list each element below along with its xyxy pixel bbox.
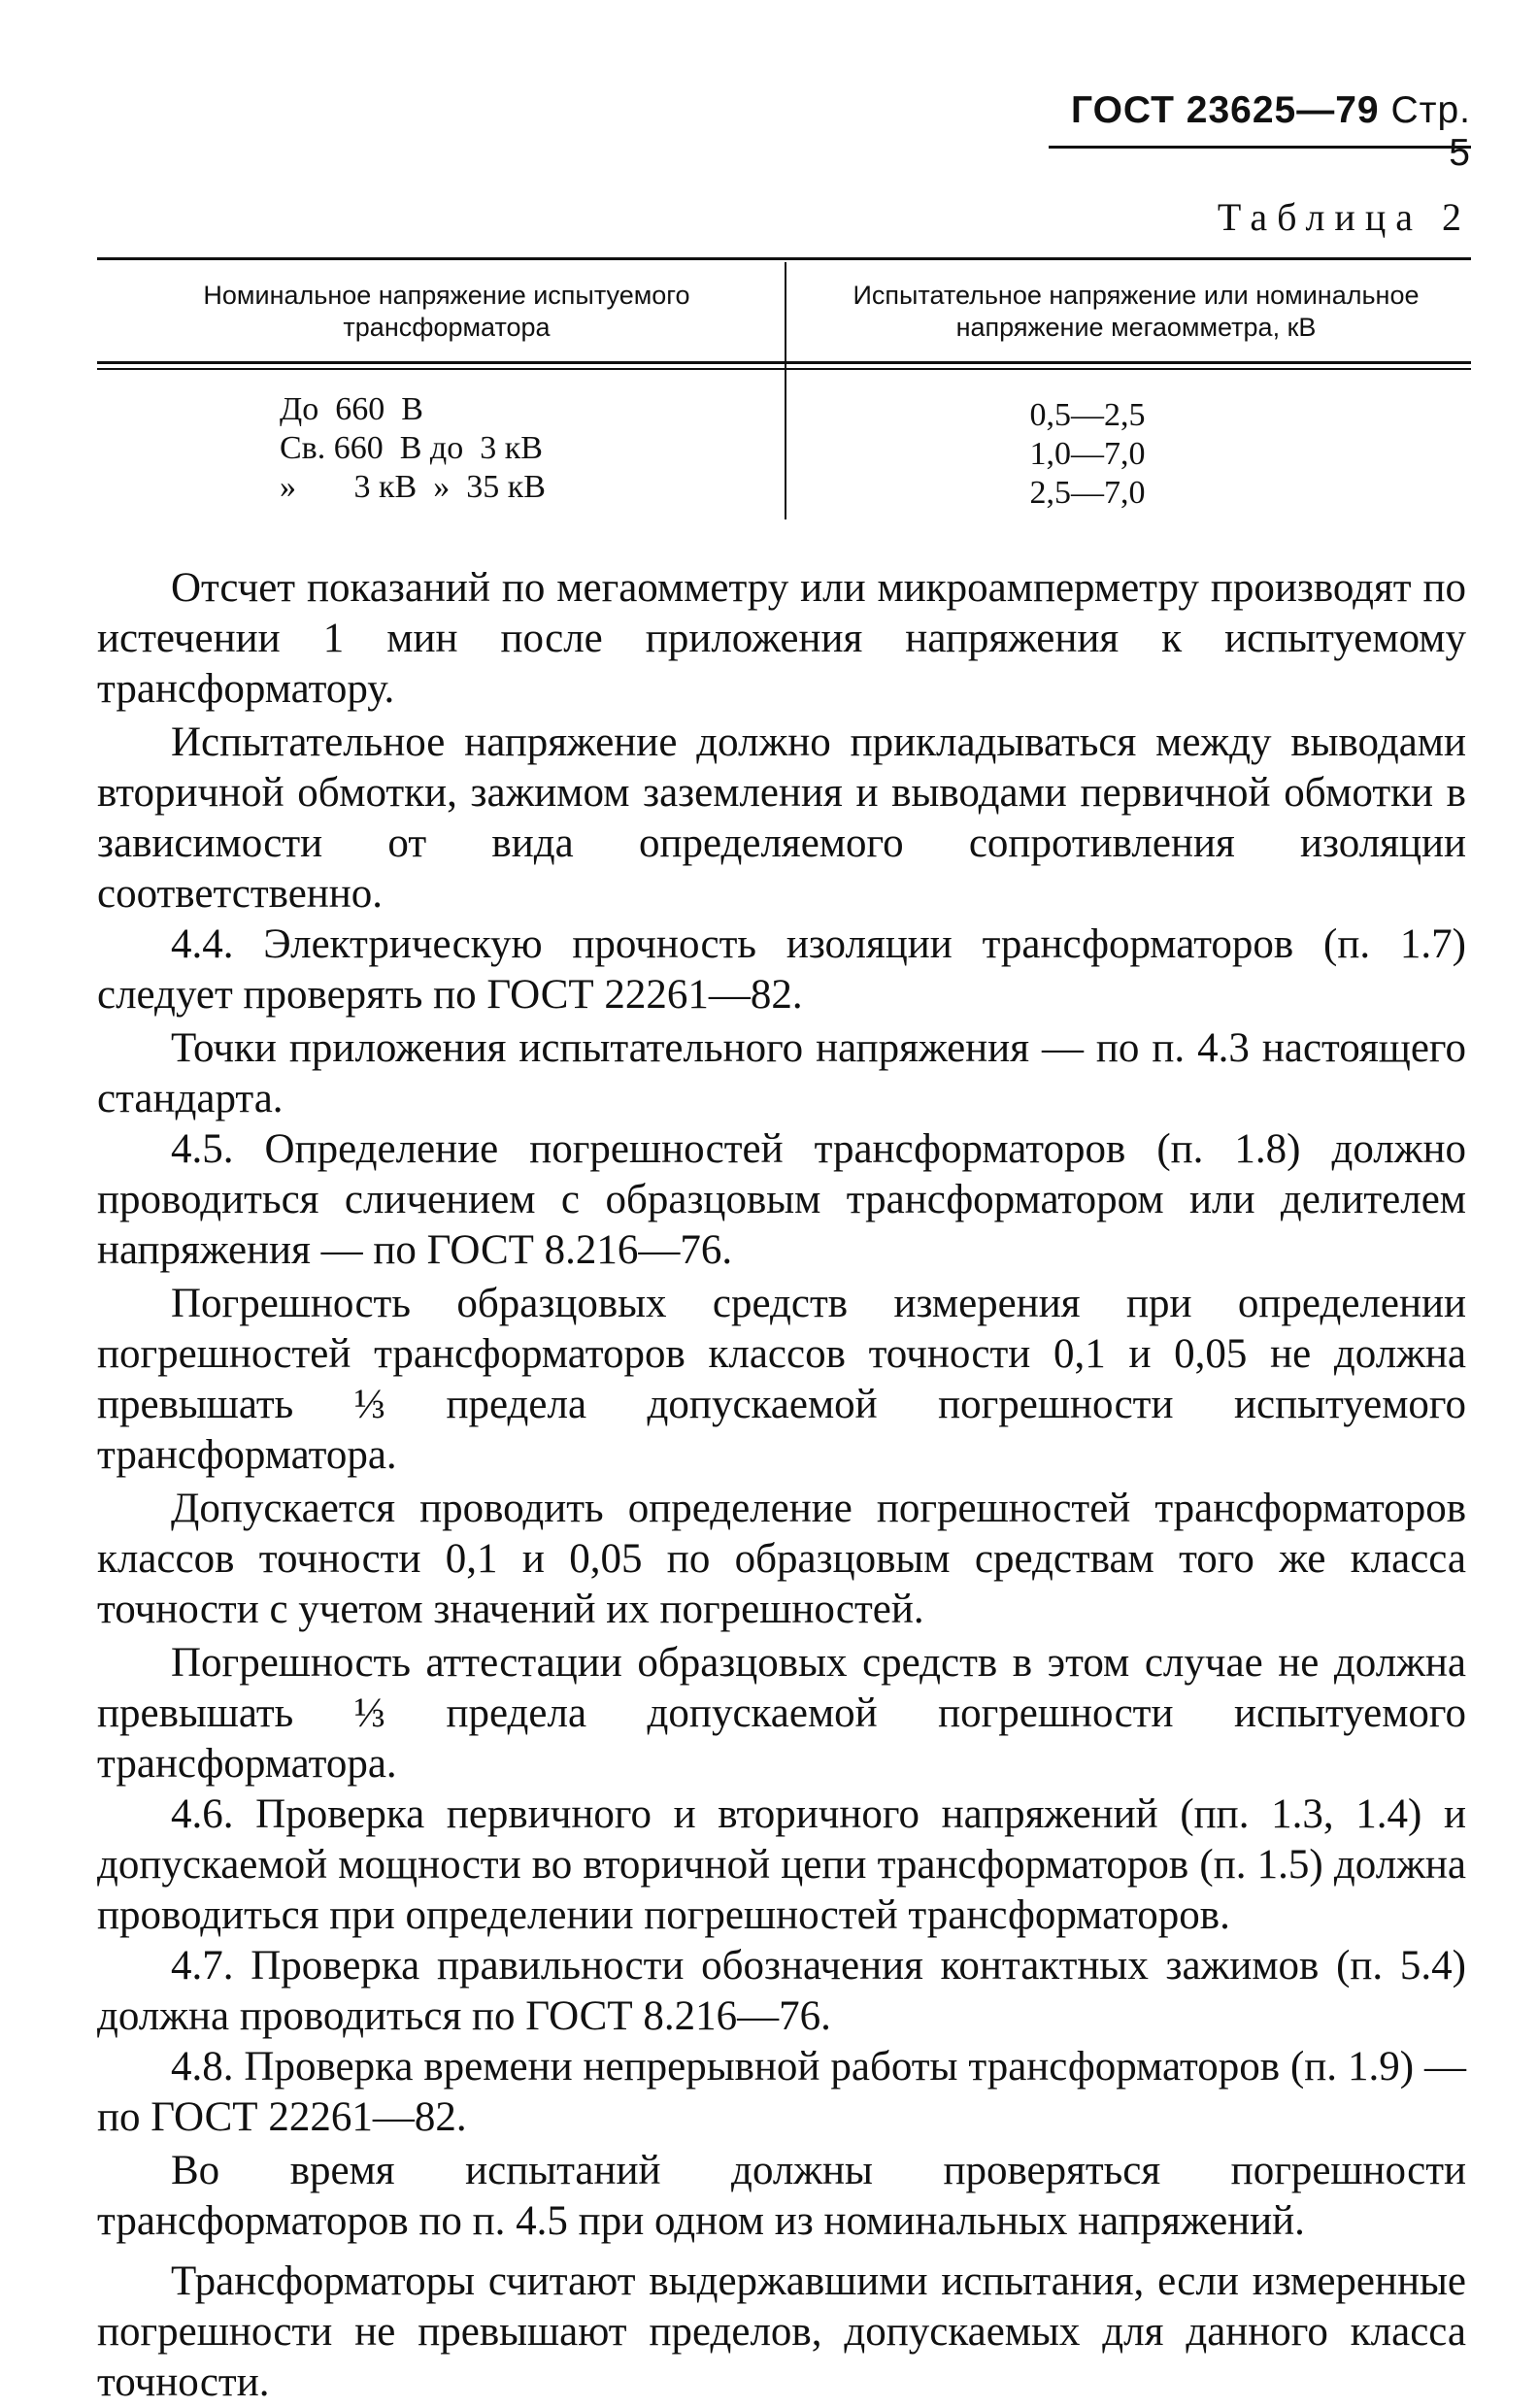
paragraph: 4.7. Проверка правильности обозначения контактных зажимов (п. 5.4) должна проводиться по ГОСТ 8.216—76.	[97, 1943, 1466, 2039]
table-header-rule-double	[97, 368, 1471, 370]
paragraph: 4.6. Проверка первичного и вторичного напряжений (пп. 1.3, 1.4) и допускаемой мощности во вторичной цепи трансформаторов (п. 1.5) должна проводиться при определении погрешностей трансформаторов.	[97, 1791, 1466, 1938]
paragraph: Допускается проводить определение погрешностей трансформаторов классов точности 0,1 и 0,05 по образцовым средствам того же класса точности с учетом значений их погрешностей.	[97, 1486, 1466, 1632]
table-row-value: 2,5—7,0	[1029, 475, 1146, 511]
table-row-value: 0,5—2,5	[1029, 397, 1146, 433]
table-top-rule	[97, 257, 1471, 260]
table-column-header-test-voltage: Испытательное напряжение или номинальное напряжение мегаомметра, кВ	[853, 281, 1420, 342]
table-caption: Таблица 2	[1217, 195, 1471, 239]
table-row-label: » 3 кВ » 35 кВ	[280, 469, 546, 505]
paragraph: Точки приложения испытательного напряжения — по п. 4.3 настоящего стандарта.	[97, 1025, 1466, 1121]
paragraph: Во время испытаний должны проверяться погрешности трансформаторов по п. 4.5 при одном из номинальных напряжений.	[97, 2148, 1466, 2244]
paragraph: Погрешность образцовых средств измерения при определении погрешностей трансформаторов классов точности 0,1 и 0,05 не должна превышать ⅓ предела допускаемой погрешности испытуемого трансформатора.	[97, 1281, 1466, 1478]
paragraph: Трансформаторы считают выдержавшими испытания, если измеренные погрешности не превышают пределов, допускаемых для данного класса точности.	[97, 2258, 1466, 2405]
paragraph: 4.8. Проверка времени непрерывной работы трансформаторов (п. 1.9) — по ГОСТ 22261—82.	[97, 2044, 1466, 2140]
table-row-value: 1,0—7,0	[1029, 436, 1146, 472]
body-text	[97, 563, 1466, 2408]
table-header-rule	[97, 361, 1471, 364]
table-row-label: До 660 В	[280, 391, 423, 427]
paragraph: Испытательное напряжение должно прикладываться между выводами вторичной обмотки, зажимом заземления и выводами первичной обмотки в зависимости от вида определяемого сопротивления изоляции соответственно.	[97, 719, 1466, 917]
paragraph: Отсчет показаний по мегаомметру или микроамперметру производят по истечении 1 мин после приложения напряжения к испытуемому трансформатору.	[97, 565, 1466, 712]
table-column-divider	[785, 262, 786, 519]
paragraph: 4.4. Электрическую прочность изоляции трансформаторов (п. 1.7) следует проверять по ГОСТ 22261—82.	[97, 921, 1466, 1018]
paragraph: Погрешность аттестации образцовых средств в этом случае не должна превышать ⅓ предела допускаемой погрешности испытуемого трансформатора.	[97, 1640, 1466, 1787]
header-rule	[1049, 146, 1471, 149]
page-header	[1044, 89, 1471, 175]
table-row-label: Св. 660 В до 3 кВ	[280, 430, 543, 466]
paragraph: 4.5. Определение погрешностей трансформаторов (п. 1.8) должно проводиться сличением с образцовым трансформатором или делителем напряжения — по ГОСТ 8.216—76.	[97, 1126, 1466, 1273]
standard-number: ГОСТ 23625—79	[1070, 89, 1380, 131]
page-number: Стр. 5	[1390, 89, 1471, 174]
table-column-header-voltage: Номинальное напряжение испытуемого трансформатора	[203, 281, 690, 342]
